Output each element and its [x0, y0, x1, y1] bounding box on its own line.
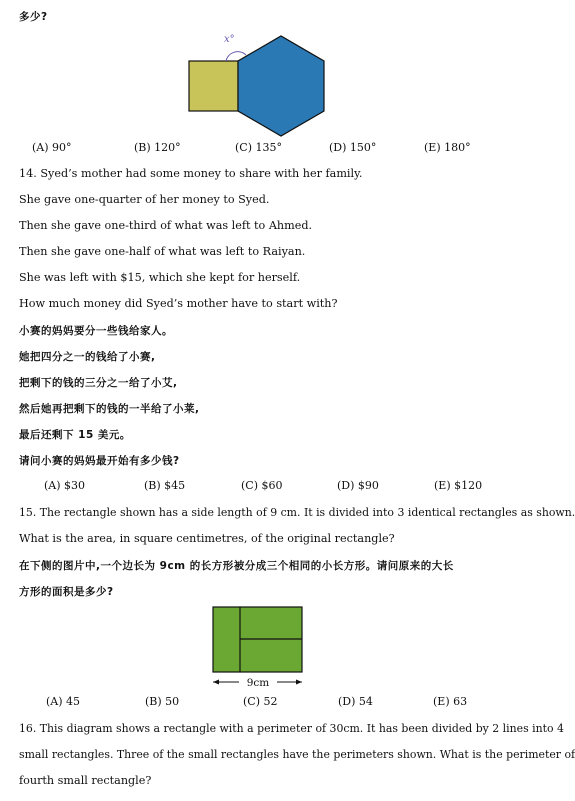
q15-option-c[interactable]: (C) 52 [243, 695, 278, 708]
q14-options [0, 479, 509, 495]
angle-label: x° [224, 34, 235, 45]
q15-cn-line-1: 在下侧的图片中,一个边长为 9cm 的长方形被分成三个相同的小长方形。请问原来的大长 [19, 560, 454, 572]
q13-option-d[interactable]: (D) 150° [329, 141, 377, 154]
q15-options [0, 695, 509, 711]
q14-option-d[interactable]: (D) $90 [337, 479, 379, 492]
q14-line-4: Then she gave one-half of what was left to Raiyan. [19, 245, 306, 258]
blue-hexagon [238, 36, 324, 136]
q16-line-3: fourth small rectangle? [19, 774, 152, 787]
q14-cn-line-1: 小赛的妈妈要分一些钱给家人。 [19, 325, 173, 337]
q15-option-e[interactable]: (E) 63 [433, 695, 468, 708]
q13-options [0, 141, 509, 157]
dim-arrow-left [213, 680, 219, 685]
dim-arrow-right [296, 680, 302, 685]
q15-option-a[interactable]: (A) 45 [46, 695, 81, 708]
q14-cn-line-2: 她把四分之一的钱给了小赛, [19, 351, 156, 363]
q14-option-b[interactable]: (B) $45 [144, 479, 186, 492]
q14-cn-line-4: 然后她再把剩下的钱的一半给了小莱, [19, 403, 200, 415]
q14-line-3: Then she gave one-third of what was left to Ahmed. [19, 219, 313, 232]
q14-cn-line-3: 把剩下的钱的三分之一给了小艾, [19, 377, 178, 389]
q14-line-2: She gave one-quarter of her money to Syed. [19, 193, 270, 206]
q14-option-c[interactable]: (C) $60 [241, 479, 283, 492]
q15-option-b[interactable]: (B) 50 [145, 695, 180, 708]
q15-line-2: What is the area, in square centimetres, of the original rectangle? [19, 532, 395, 545]
q14-option-e[interactable]: (E) $120 [434, 479, 483, 492]
q15-figure [205, 604, 307, 690]
q15-line-1: 15. The rectangle shown has a side length of 9 cm. It is divided into 3 identical rectangles as shown. [19, 506, 575, 519]
q14-cn-line-5: 最后还剩下 15 美元。 [19, 429, 131, 441]
q14-line-6: How much money did Syed’s mother have to start with? [19, 297, 338, 310]
q14-line-5: She was left with $15, which she kept for herself. [19, 271, 301, 284]
q15-cn-line-2: 方形的面积是多少? [19, 586, 114, 598]
q16-line-1: 16. This diagram shows a rectangle with a perimeter of 30cm. It has been divided by 2 lines into 4 [19, 722, 564, 735]
q13-option-b[interactable]: (B) 120° [134, 141, 181, 154]
q13-option-e[interactable]: (E) 180° [424, 141, 471, 154]
q15-option-d[interactable]: (D) 54 [338, 695, 373, 708]
q13-option-a[interactable]: (A) 90° [32, 141, 72, 154]
q13-question-tail: 多少? [19, 11, 48, 23]
q14-line-1: 14. Syed’s mother had some money to share with her family. [19, 167, 363, 180]
dimension-label: 9cm [246, 677, 270, 689]
q13-option-c[interactable]: (C) 135° [235, 141, 282, 154]
yellow-square [189, 61, 238, 111]
q14-cn-line-6: 请问小赛的妈妈最开始有多少钱? [19, 455, 180, 467]
q16-line-2: small rectangles. Three of the small rectangles have the perimeters shown. What is the perimeter of [19, 748, 575, 761]
q14-option-a[interactable]: (A) $30 [44, 479, 86, 492]
q13-figure [180, 26, 330, 138]
